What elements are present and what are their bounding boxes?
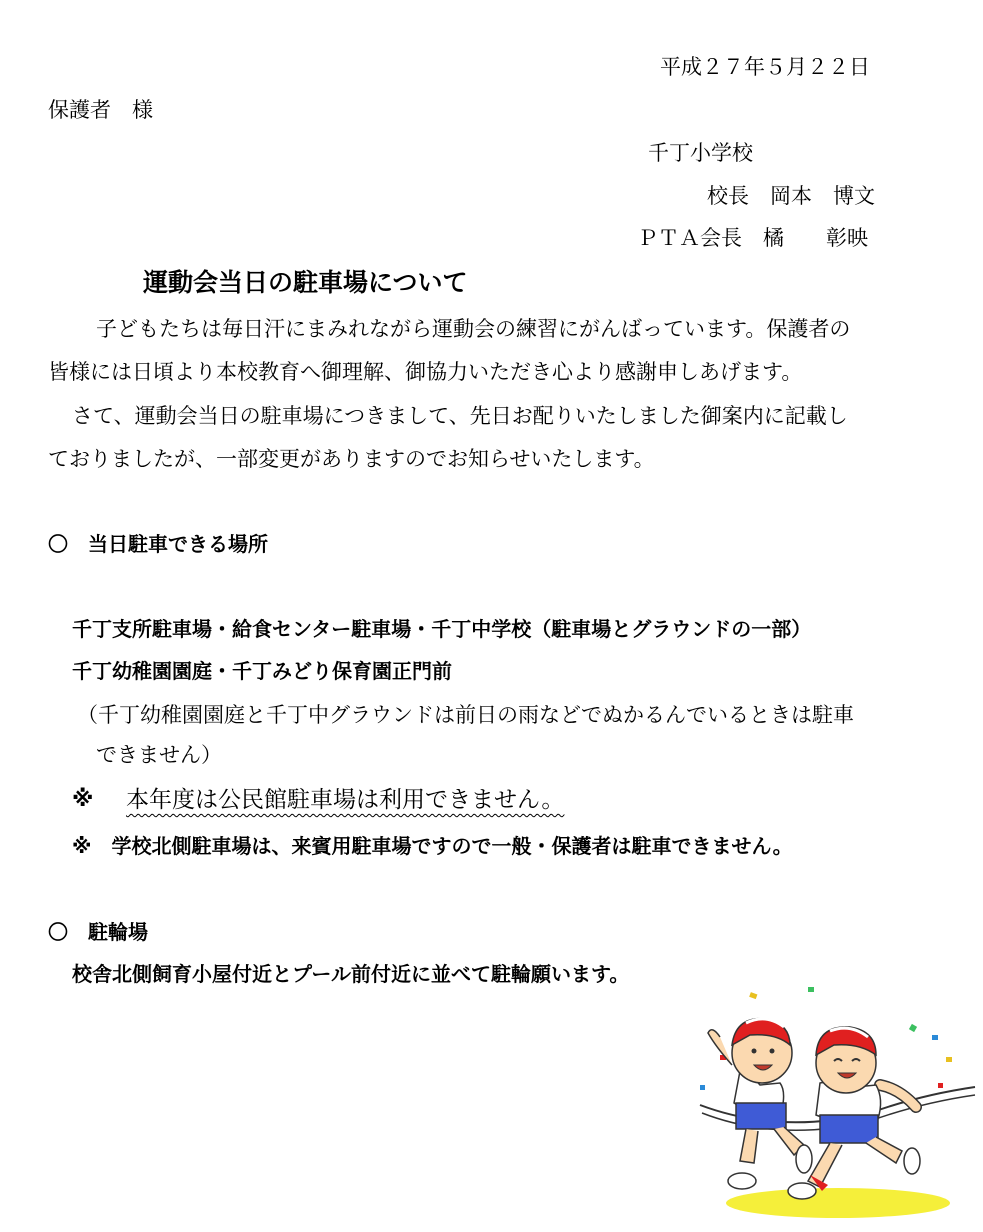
section-heading-bicycle: 〇 駐輪場 bbox=[48, 920, 148, 944]
school-name: 千丁小学校 bbox=[648, 141, 753, 165]
parking-note-line-2: できません） bbox=[96, 743, 222, 767]
parking-locations-line-1: 千丁支所駐車場・給食センター駐車場・千丁中学校（駐車場とグラウンドの一部） bbox=[72, 617, 812, 641]
bicycle-parking-line: 校舎北側飼育小屋付近とプール前付近に並べて駐輪願います。 bbox=[72, 962, 630, 986]
principal-name: 校長 岡本 博文 bbox=[707, 184, 875, 208]
paragraph-2-line-2: ておりましたが、一部変更がありますのでお知らせいたします。 bbox=[48, 447, 655, 471]
warning-1-text: 本年度は公民館駐車場は利用できません。 bbox=[126, 787, 565, 813]
date: 平成２７年５月２２日 bbox=[660, 55, 870, 79]
paragraph-2-line-1: さて、運動会当日の駐車場につきまして、先日お配りいたしました御案内に記載し bbox=[72, 404, 848, 428]
recipient: 保護者 様 bbox=[48, 98, 153, 122]
pta-president-name: ＰＴＡ会長 橘 彰映 bbox=[637, 226, 868, 250]
parking-note-line-1: （千丁幼稚園園庭と千丁中グラウンドは前日の雨などでぬかるんでいるときは駐車 bbox=[77, 703, 854, 727]
paragraph-1-line-2: 皆様には日頃より本校教育へ御理解、御協力いただき心より感謝申しあげます。 bbox=[48, 360, 803, 384]
warning-2: ※ 学校北側駐車場は、来賓用駐車場ですので一般・保護者は駐車できません。 bbox=[72, 834, 793, 858]
section-heading-parking: 〇 当日駐車できる場所 bbox=[48, 532, 268, 556]
parking-locations-line-2: 千丁幼稚園園庭・千丁みどり保育園正門前 bbox=[72, 659, 452, 683]
child-left bbox=[708, 1019, 812, 1189]
child-right bbox=[788, 1027, 920, 1199]
page-title: 運動会当日の駐車場について bbox=[143, 268, 468, 297]
warning-1-mark: ※ bbox=[72, 787, 94, 812]
ground-shadow bbox=[726, 1188, 950, 1218]
paragraph-1-line-1: 子どもたちは毎日汗にまみれながら運動会の練習にがんばっています。保護者の bbox=[96, 317, 851, 341]
running-children-illustration bbox=[690, 985, 980, 1225]
